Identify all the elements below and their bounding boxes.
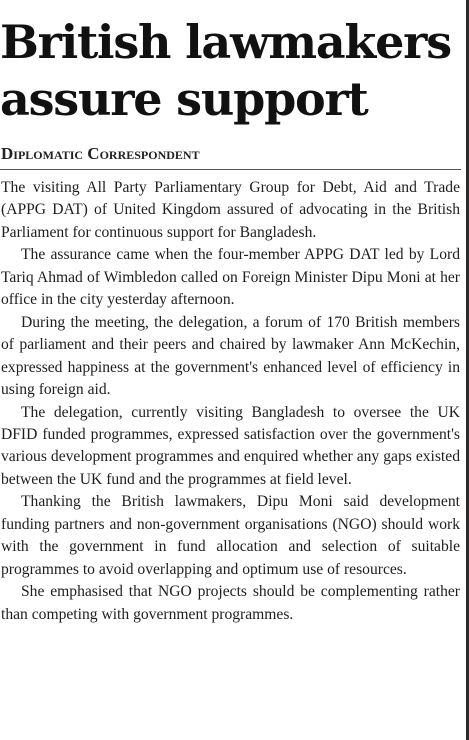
article-body <box>1 177 460 626</box>
article-paragraph-1: The visiting All Party Parliamentary Group for Debt, Aid and Trade (APPG DAT) of United Kingdom assured of advocating in the British Parliament for continuous support for Bangladesh. <box>1 179 460 241</box>
article-paragraph-4: The delegation, currently visiting Bangladesh to oversee the UK DFID funded programmes, expressed satisfaction over the government's various development programmes and enquired whether any gaps existed between the UK fund and the programmes at field level. <box>1 403 460 488</box>
byline-divider <box>0 169 461 170</box>
article-headline: British lawmakers assure support <box>0 15 451 126</box>
article-byline: Diplomatic Correspondent <box>1 144 200 163</box>
article-paragraph-3: During the meeting, the delegation, a forum of 170 British members of parliament and their peers and chaired by lawmaker Ann McKechin, expressed happiness at the government's enhanced level of efficiency in using foreign aid. <box>1 313 460 399</box>
article-paragraph-2: The assurance came when the four-member APPG DAT led by Lord Tariq Ahmad of Wimbledon called on Foreign Minister Dipu Moni at her office in the city yesterday afternoon. <box>1 246 460 309</box>
article-paragraph-5: Thanking the British lawmakers, Dipu Moni said development funding partners and non-government organisations (NGO) should work with the government in fund allocation and selection of suitable programmes to avoid overlapping and optimum use of resources. <box>1 493 460 578</box>
article-paragraph-6: She emphasised that NGO projects should be complementing rather than competing with government programmes. <box>1 583 460 623</box>
